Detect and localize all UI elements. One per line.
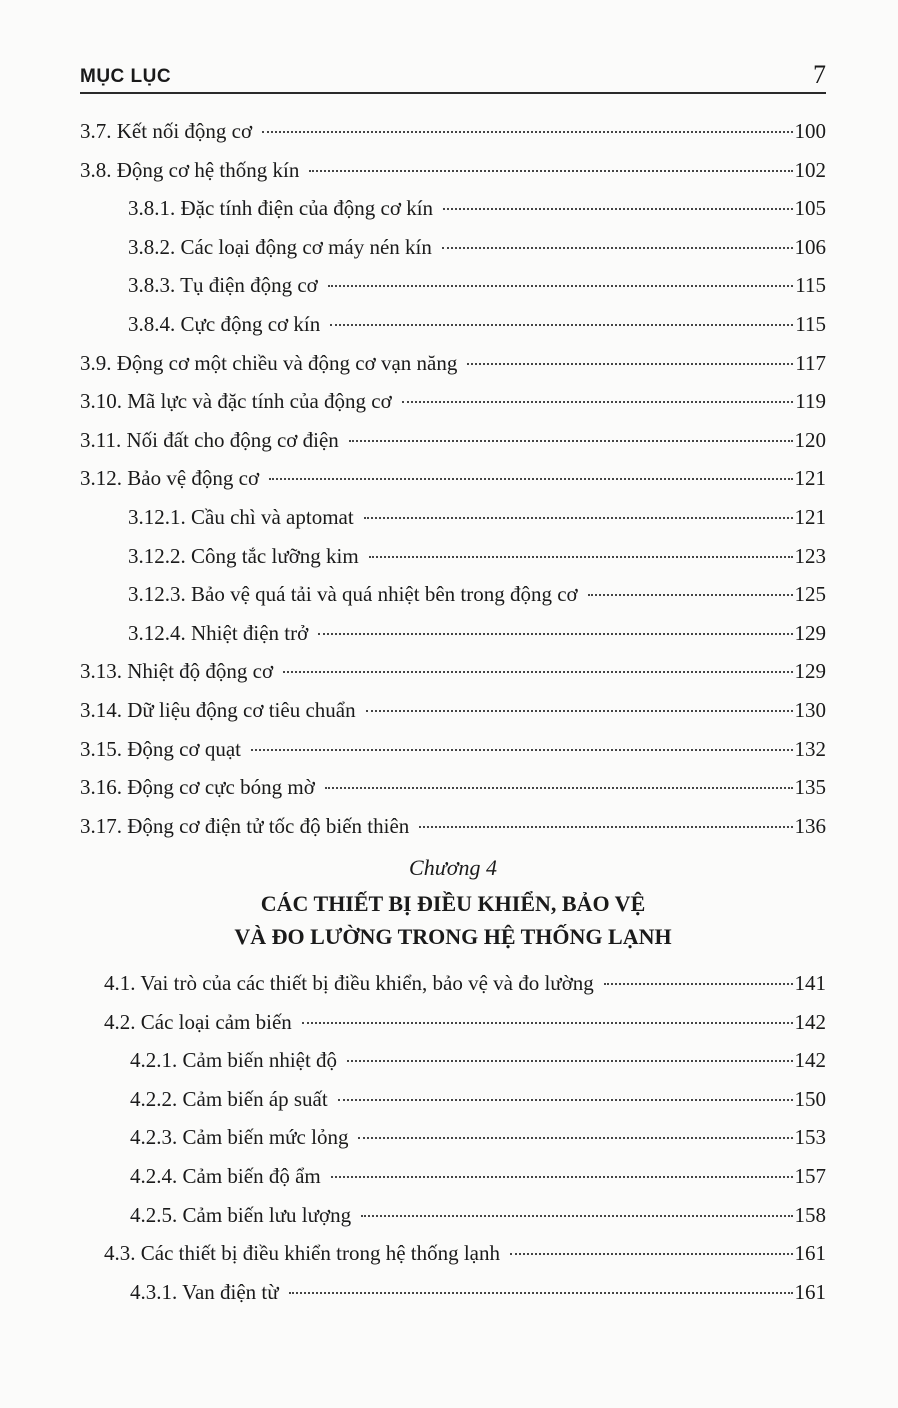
toc-entry-title: 4.2.2. Cảm biến áp suất: [130, 1086, 328, 1111]
dot-leader: [331, 1176, 793, 1178]
toc-entry: [80, 228, 826, 267]
dot-leader: [358, 1137, 792, 1139]
toc-entry-page: 158: [794, 1202, 826, 1227]
dot-leader: [604, 983, 793, 985]
dot-leader: [402, 401, 794, 403]
dot-leader: [302, 1022, 793, 1024]
chapter-label: Chương 4: [409, 855, 497, 881]
toc-entry-page: 132: [794, 736, 826, 761]
toc-entry-title: 4.2.1. Cảm biến nhiệt độ: [130, 1048, 338, 1073]
toc-entry: [80, 1003, 826, 1042]
toc-entry: [80, 1080, 826, 1119]
dot-leader: [328, 285, 793, 287]
toc-entry-title: 3.10. Mã lực và đặc tính của động cơ: [80, 389, 392, 414]
toc-entry-page: 142: [794, 1048, 826, 1073]
toc-entry-page: 150: [794, 1086, 826, 1111]
dot-leader: [318, 633, 792, 635]
toc-entry-page: 115: [795, 311, 826, 336]
toc-entry-page: 141: [794, 971, 826, 995]
toc-entry-page: 115: [795, 273, 826, 298]
toc-entry-page: 142: [794, 1009, 826, 1034]
toc-entry-title: 3.12.3. Bảo vệ quá tải và quá nhiệt bên trong động cơ: [128, 582, 578, 607]
toc-entry-page: 105: [794, 196, 826, 221]
toc-entry-title: 4.3. Các thiết bị điều khiển trong hệ thống lạnh: [104, 1241, 501, 1266]
toc-entry: [80, 691, 826, 730]
toc-entry-page: 129: [794, 620, 826, 645]
toc-entry-title: 3.13. Nhiệt độ động cơ: [80, 659, 274, 684]
toc-entry-title: 3.12.1. Cầu chì và aptomat: [128, 504, 354, 529]
table-of-contents-chapter-3: [80, 112, 826, 953]
dot-leader: [289, 1292, 793, 1294]
dot-leader: [419, 826, 792, 828]
dot-leader: [347, 1060, 792, 1062]
toc-entry: [80, 151, 826, 190]
dot-leader: [309, 170, 792, 172]
toc-entry: [80, 305, 826, 344]
toc-entry: [80, 652, 826, 691]
toc-entry-title: 3.12.4. Nhiệt điện trở: [128, 620, 309, 645]
toc-entry: [80, 344, 826, 383]
dot-leader: [369, 556, 793, 558]
toc-entry-title: 3.12.2. Công tắc lưỡng kim: [128, 543, 359, 568]
toc-entry-page: 123: [794, 543, 826, 568]
toc-entry-page: 121: [794, 504, 826, 529]
toc-entry-title: 3.8.2. Các loại động cơ máy nén kín: [128, 234, 432, 259]
toc-entry-page: 136: [794, 813, 826, 838]
toc-entry: [80, 807, 826, 846]
dot-leader: [338, 1099, 793, 1101]
toc-entry: [80, 614, 826, 653]
toc-entry: [80, 575, 826, 614]
toc-entry: [80, 1041, 826, 1080]
toc-entry-title: 3.12. Bảo vệ động cơ: [80, 466, 260, 491]
dot-leader: [467, 363, 793, 365]
toc-entry-page: 106: [794, 234, 826, 259]
toc-entry-title: 3.8.4. Cực động cơ kín: [128, 311, 321, 336]
dot-leader: [361, 1215, 792, 1217]
dot-leader: [251, 749, 793, 751]
toc-entry: [80, 421, 826, 460]
toc-entry-page: 119: [795, 389, 826, 414]
toc-entry-title: 3.16. Động cơ cực bóng mờ: [80, 775, 315, 800]
dot-leader: [366, 710, 793, 712]
toc-entry-title: 3.15. Động cơ quạt: [80, 736, 241, 761]
dot-leader: [443, 208, 792, 210]
toc-entry: [80, 964, 826, 1003]
toc-entry-page: 153: [794, 1125, 826, 1150]
dot-leader: [510, 1253, 792, 1255]
chapter-title-line-1: CÁC THIẾT BỊ ĐIỀU KHIỂN, BẢO VỆ: [260, 891, 646, 917]
toc-entry-page: 161: [794, 1241, 826, 1266]
toc-entry: [80, 498, 826, 537]
toc-entry: [80, 768, 826, 807]
toc-entry-title: 3.8.1. Đặc tính điện của động cơ kín: [128, 196, 434, 221]
toc-entry-title: 4.3.1. Van điện từ: [130, 1279, 279, 1304]
dot-leader: [269, 478, 792, 480]
toc-entry-title: 3.8. Động cơ hệ thống kín: [80, 157, 300, 182]
dot-leader: [262, 131, 792, 133]
toc-entry-title: 3.8.3. Tụ điện động cơ: [128, 273, 318, 298]
dot-leader: [330, 324, 793, 326]
toc-entry-title: 4.2.4. Cảm biến độ ẩm: [130, 1163, 321, 1188]
toc-entry-title: 3.17. Động cơ điện tử tốc độ biến thiên: [80, 813, 410, 838]
toc-entry-page: 100: [794, 119, 826, 143]
toc-entry-page: 130: [794, 697, 826, 722]
toc-entry: [80, 382, 826, 421]
toc-entry-title: 3.7. Kết nối động cơ: [80, 119, 253, 143]
toc-entry-page: 102: [794, 157, 826, 182]
toc-entry: [80, 1118, 826, 1157]
toc-entry-title: 4.2.3. Cảm biến mức lỏng: [130, 1125, 349, 1150]
toc-entry: [80, 1196, 826, 1235]
dot-leader: [349, 440, 793, 442]
toc-entry-page: 135: [794, 775, 826, 800]
table-of-contents-chapter-4: [80, 964, 826, 1311]
toc-entry-title: 4.2.5. Cảm biến lưu lượng: [130, 1202, 352, 1227]
toc-entry: [80, 266, 826, 305]
toc-entry-title: 4.1. Vai trò của các thiết bị điều khiển, bảo vệ và đo lường: [104, 971, 594, 995]
toc-entry-page: 161: [794, 1279, 826, 1304]
toc-entry-title: 3.9. Động cơ một chiều và động cơ vạn năng: [80, 350, 458, 375]
toc-entry-page: 157: [794, 1163, 826, 1188]
dot-leader: [588, 594, 793, 596]
toc-entry-page: 129: [794, 659, 826, 684]
dot-leader: [364, 517, 793, 519]
toc-entry-title: 4.2. Các loại cảm biến: [104, 1009, 292, 1034]
toc-entry-page: 121: [794, 466, 826, 491]
toc-entry-title: 3.11. Nối đất cho động cơ điện: [80, 427, 339, 452]
page-header: [80, 52, 826, 94]
toc-entry-page: 120: [794, 427, 826, 452]
page-number: 7: [813, 60, 826, 89]
chapter-heading: [80, 849, 826, 953]
toc-entry-page: 125: [794, 582, 826, 607]
toc-entry: [80, 537, 826, 576]
toc-entry: [80, 1273, 826, 1312]
toc-entry-page: 117: [795, 350, 826, 375]
dot-leader: [283, 671, 792, 673]
dot-leader: [325, 787, 793, 789]
toc-entry: [80, 1157, 826, 1196]
toc-entry: [80, 189, 826, 228]
toc-entry-title: 3.14. Dữ liệu động cơ tiêu chuẩn: [80, 697, 356, 722]
chapter-title-line-2: VÀ ĐO LƯỜNG TRONG HỆ THỐNG LẠNH: [234, 924, 672, 950]
dot-leader: [442, 247, 793, 249]
toc-entry: [80, 730, 826, 769]
section-title: MỤC LỤC: [80, 66, 172, 87]
toc-entry: [80, 1234, 826, 1273]
toc-entry: [80, 459, 826, 498]
toc-entry: [80, 112, 826, 151]
